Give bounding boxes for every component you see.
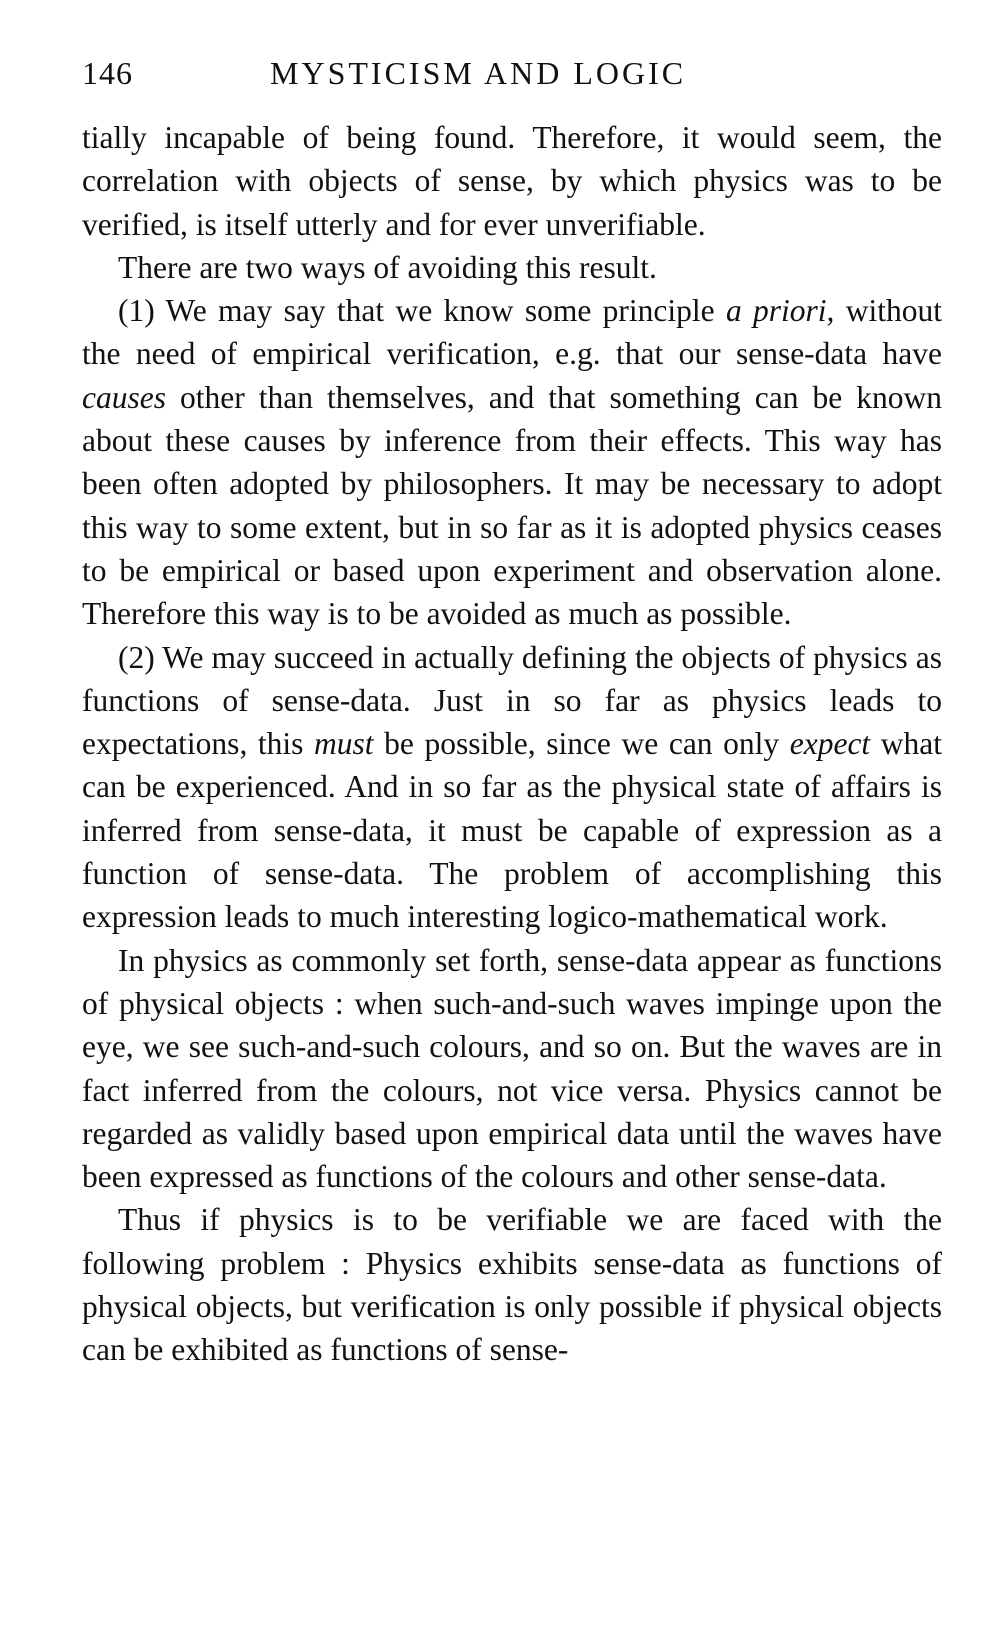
emphasis-a-priori: a priori,	[725, 293, 835, 329]
emphasis-expect: expect	[789, 726, 871, 762]
text-run: without the need of empirical verification, e.g. that our sense-data have	[82, 293, 943, 372]
page-header	[82, 52, 942, 110]
emphasis-causes: causes	[82, 379, 166, 415]
book-page	[82, 52, 942, 1372]
page-number: 146	[82, 55, 133, 91]
emphasis-must: must	[314, 726, 374, 762]
paragraph-physics-commonly: In physics as commonly set forth, sense-data appear as functions of physical objects : when such-and-such waves impinge upon the eye, we see such-and-such colours, and so on. But the waves are in fact inferred from the colours, not vice versa. Physics cannot be regarded as validly based upon empirical data until the waves have been expressed as functions of the colours and other sense-data.	[82, 942, 942, 1195]
text-run: (1) We may say that we know some principle	[118, 293, 726, 329]
paragraph-way-one	[82, 289, 942, 635]
paragraph-continuation: tially incapable of being found. Therefore, it would seem, the correlation with objects of sense, by which physics was to be verified, is itself utterly and for ever unverifiable.	[82, 120, 942, 242]
text-run: what can be experienced. And in so far as the physical state of affairs is inferred from sense-data, it must be capable of expression as a function of sense-data. The problem of accomplishing this expression leads to much interesting logico-mathematical work.	[82, 726, 943, 935]
running-head: MYSTICISM AND LOGIC	[270, 55, 687, 91]
text-run: (2) We may succeed in actually defining the objects of physics as functions of sense-data. Just in so far as physics leads to expectations, this	[82, 639, 942, 762]
paragraph-way-two	[82, 636, 942, 939]
paragraph-two-ways: There are two ways of avoiding this result.	[118, 249, 657, 285]
text-run: be possible, since we can only	[373, 726, 790, 762]
text-run: other than themselves, and that something can be known about these causes by inference from their effects. This way has been often adopted by philosophers. It may be necessary to adopt this way to some extent, but in so far as it is adopted physics ceases to be empirical or based upon experiment and observation alone. Therefore this way is to be avoided as much as possible.	[82, 379, 942, 632]
paragraph-thus-if: Thus if physics is to be verifiable we are faced with the following problem : Physics exhibits sense-data as functions of physical objects, but verification is only possible if physical objects can be exhibited as functions of sense-	[82, 1202, 942, 1368]
